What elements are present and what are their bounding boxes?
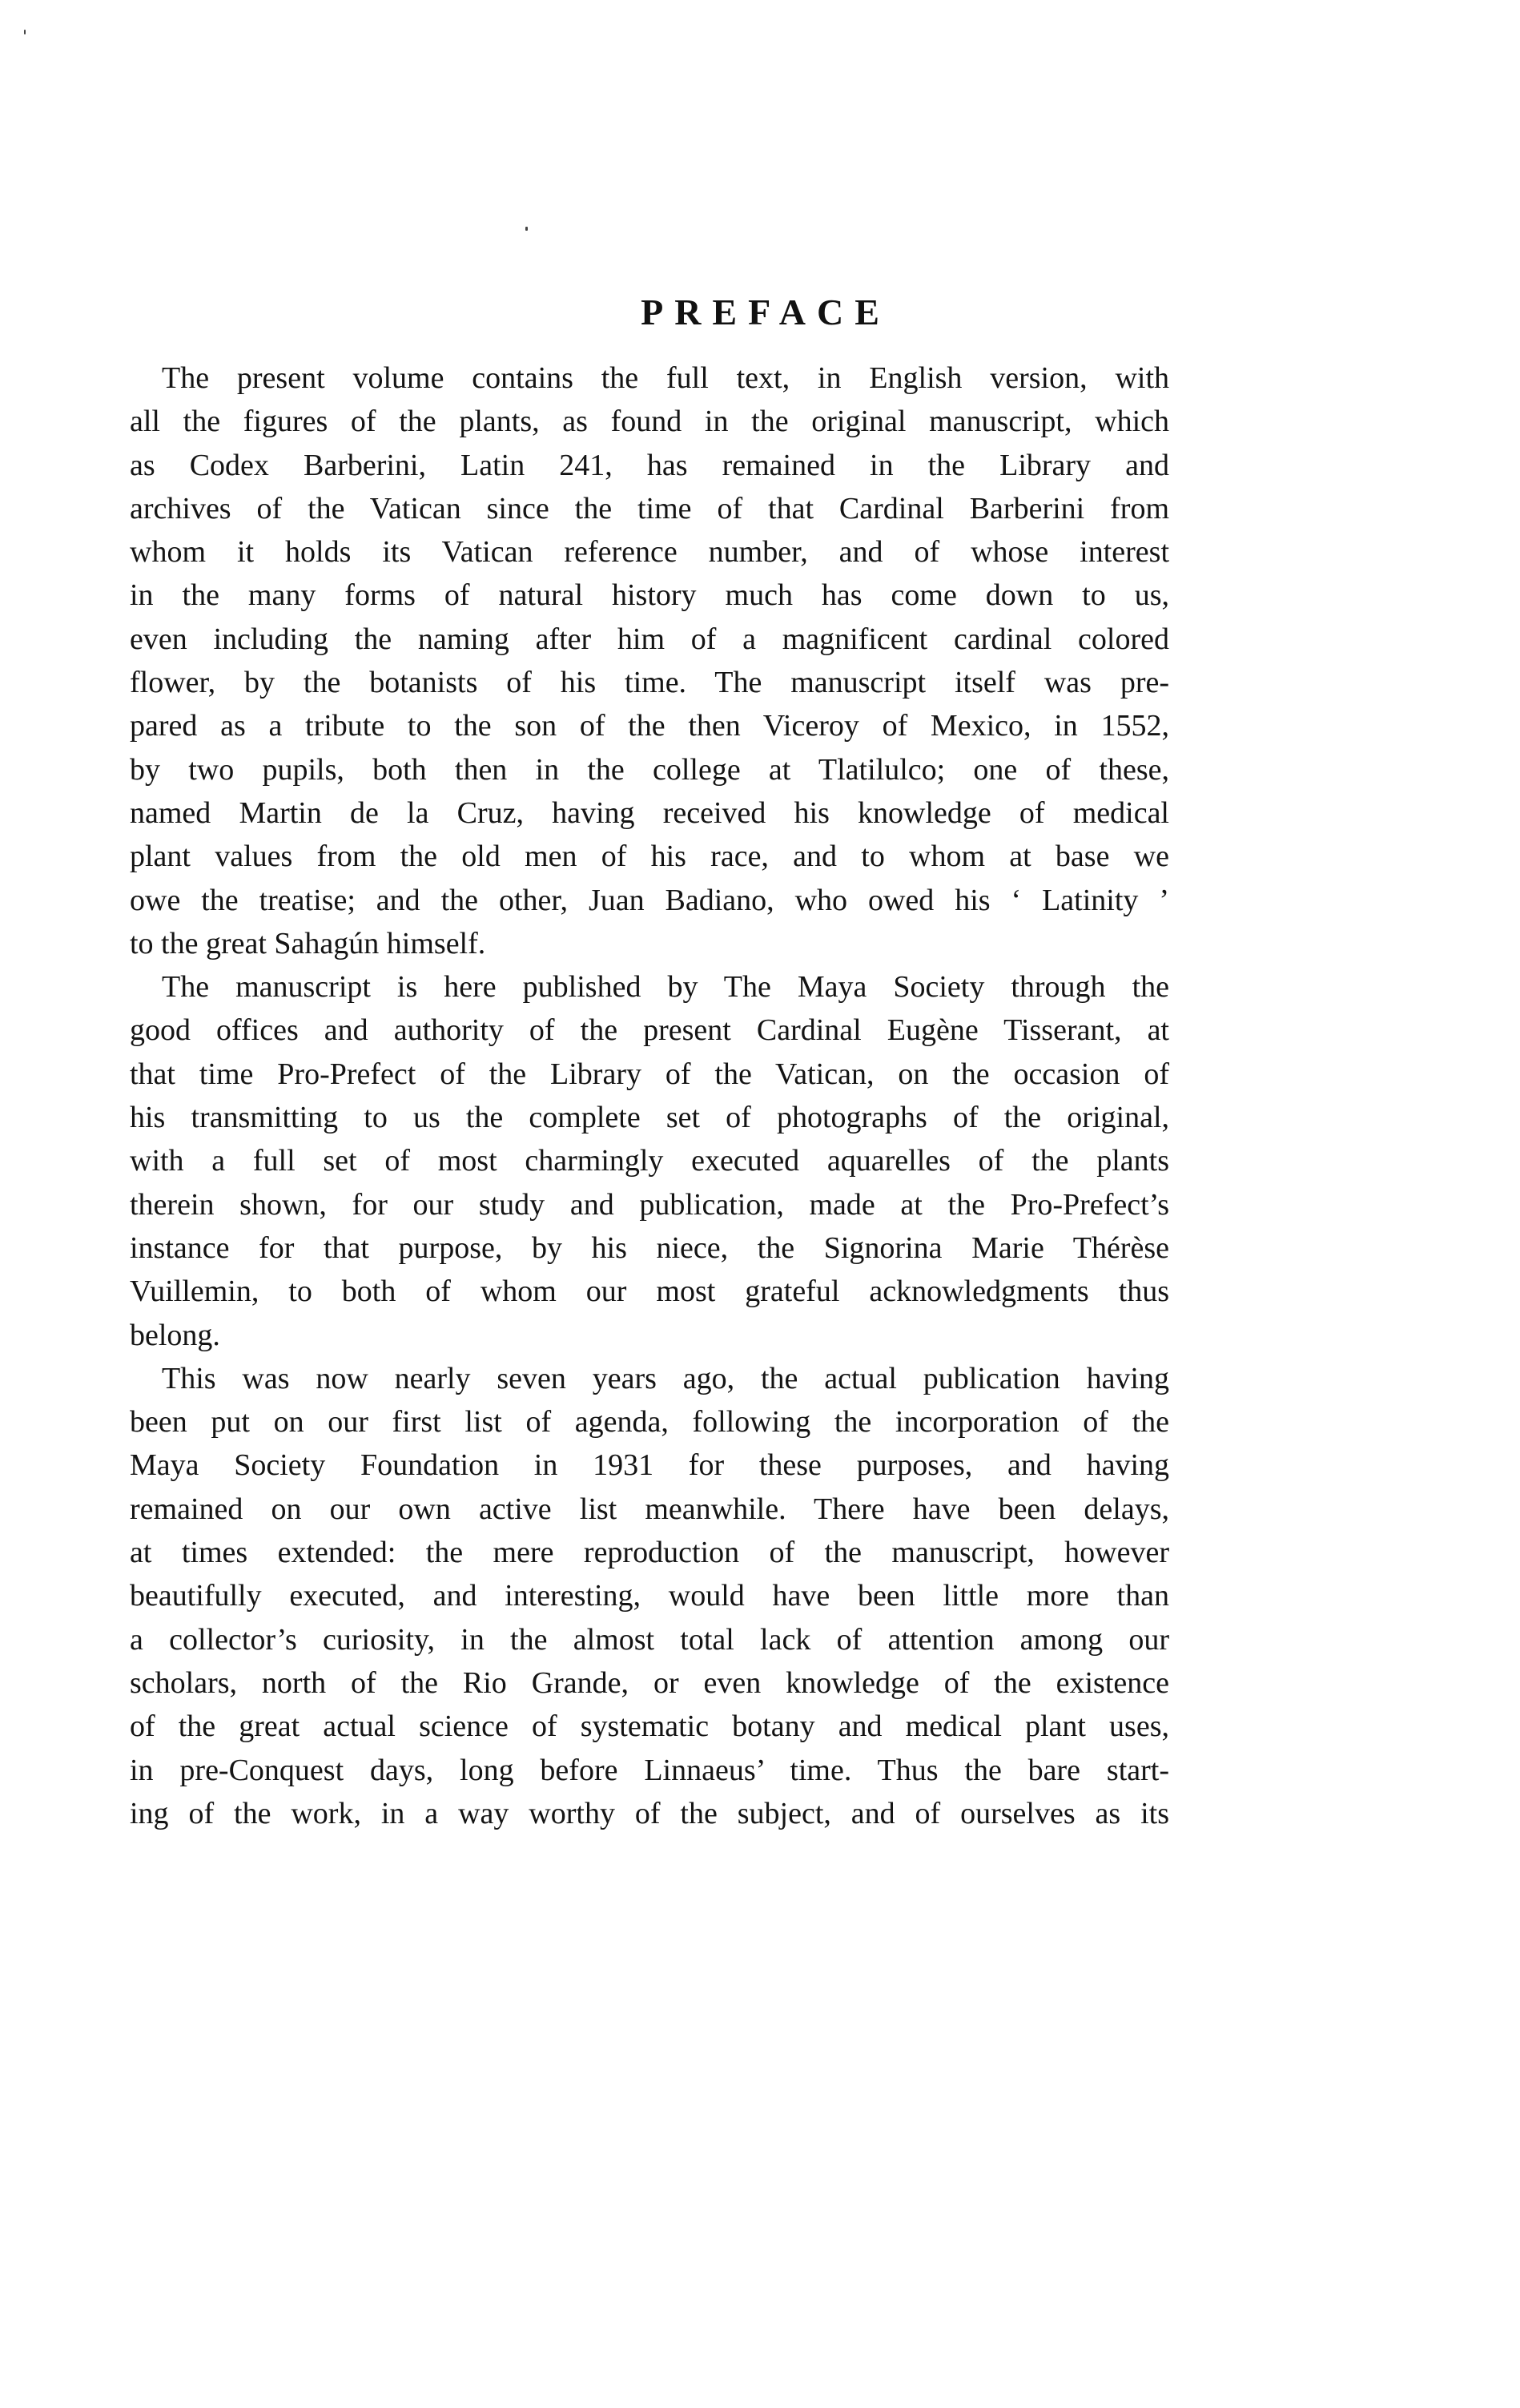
text-line: Vuillemin, to both of whom our most grateful acknowledgments thus (130, 1274, 1169, 1309)
page-title: PREFACE (641, 292, 891, 332)
text-line: instance for that purpose, by his niece, the Signorina Marie Thérèse (130, 1230, 1169, 1265)
text-line: owe the treatise; and the other, Juan Badiano, who owed his ‘ Latinity ’ (130, 883, 1169, 917)
text-line: in pre‑Conquest days, long before Linnaeus’ time. Thus the bare start‑ (130, 1753, 1169, 1787)
text-line: as Codex Barberini, Latin 241, has remained in the Library and (130, 448, 1169, 482)
text-line: therein shown, for our study and publication, made at the Pro‑Prefect’s (130, 1187, 1169, 1222)
text-line: This was now nearly seven years ago, the actual publication having (162, 1361, 1169, 1395)
paragraph-2 (130, 965, 1169, 1357)
margin-speck-above-title (525, 227, 528, 231)
text-line: that time Pro‑Prefect of the Library of the Vatican, on the occasion of (130, 1057, 1169, 1091)
text-line: a collector’s curiosity, in the almost total lack of attention among our (130, 1622, 1169, 1657)
text-line: by two pupils, both then in the college at Tlatilulco; one of these, (130, 752, 1169, 787)
text-line: flower, by the botanists of his time. The manuscript itself was pre‑ (130, 666, 1169, 700)
text-line: with a full set of most charmingly executed aquarelles of the plants (130, 1144, 1169, 1178)
text-line: to the great Sahagún himself. (130, 926, 486, 960)
text-line: archives of the Vatican since the time of that Cardinal Barberini from (130, 491, 1169, 525)
text-line: his transmitting to us the complete set of photographs of the original, (130, 1101, 1169, 1135)
text-line: whom it holds its Vatican reference number, and of whose interest (130, 535, 1169, 570)
text-line: remained on our own active list meanwhile. There have been delays, (130, 1492, 1169, 1526)
text-line: ing of the work, in a way worthy of the subject, and of ourselves as its (130, 1796, 1169, 1830)
text-line: pared as a tribute to the son of the then Viceroy of Mexico, in 1552, (130, 709, 1169, 743)
text-line: in the many forms of natural history much has come down to us, (130, 578, 1169, 613)
paragraph-3 (130, 1357, 1169, 1835)
paragraph-1 (130, 356, 1169, 965)
text-line: of the great actual science of systematic botany and medical plant uses, (130, 1709, 1169, 1744)
text-line: been put on our first list of agenda, following the incorporation of the (130, 1405, 1169, 1440)
text-line: belong. (130, 1318, 220, 1352)
text-line: good offices and authority of the present Cardinal Eugène Tisserant, at (130, 1013, 1169, 1048)
text-line: scholars, north of the Rio Grande, or even knowledge of the existence (130, 1665, 1169, 1700)
text-line: Maya Society Foundation in 1931 for these purposes, and having (130, 1448, 1169, 1483)
text-line: even including the naming after him of a magnificent cardinal colored (130, 622, 1169, 656)
text-line: plant values from the old men of his race, and to whom at base we (130, 840, 1169, 874)
text-line: The manuscript is here published by The Maya Society through the (162, 970, 1169, 1005)
text-line: all the figures of the plants, as found in the original manuscript, which (130, 405, 1169, 439)
text-line: The present volume contains the full text, in English version, with (162, 361, 1169, 395)
text-line: named Martin de la Cruz, having received his knowledge of medical (130, 795, 1169, 830)
text-line: at times extended: the mere reproduction of the manuscript, however (130, 1536, 1169, 1570)
preface-body (130, 356, 1169, 1835)
margin-speck-top-left (24, 30, 26, 34)
text-line: beautifully executed, and interesting, would have been little more than (130, 1579, 1169, 1613)
